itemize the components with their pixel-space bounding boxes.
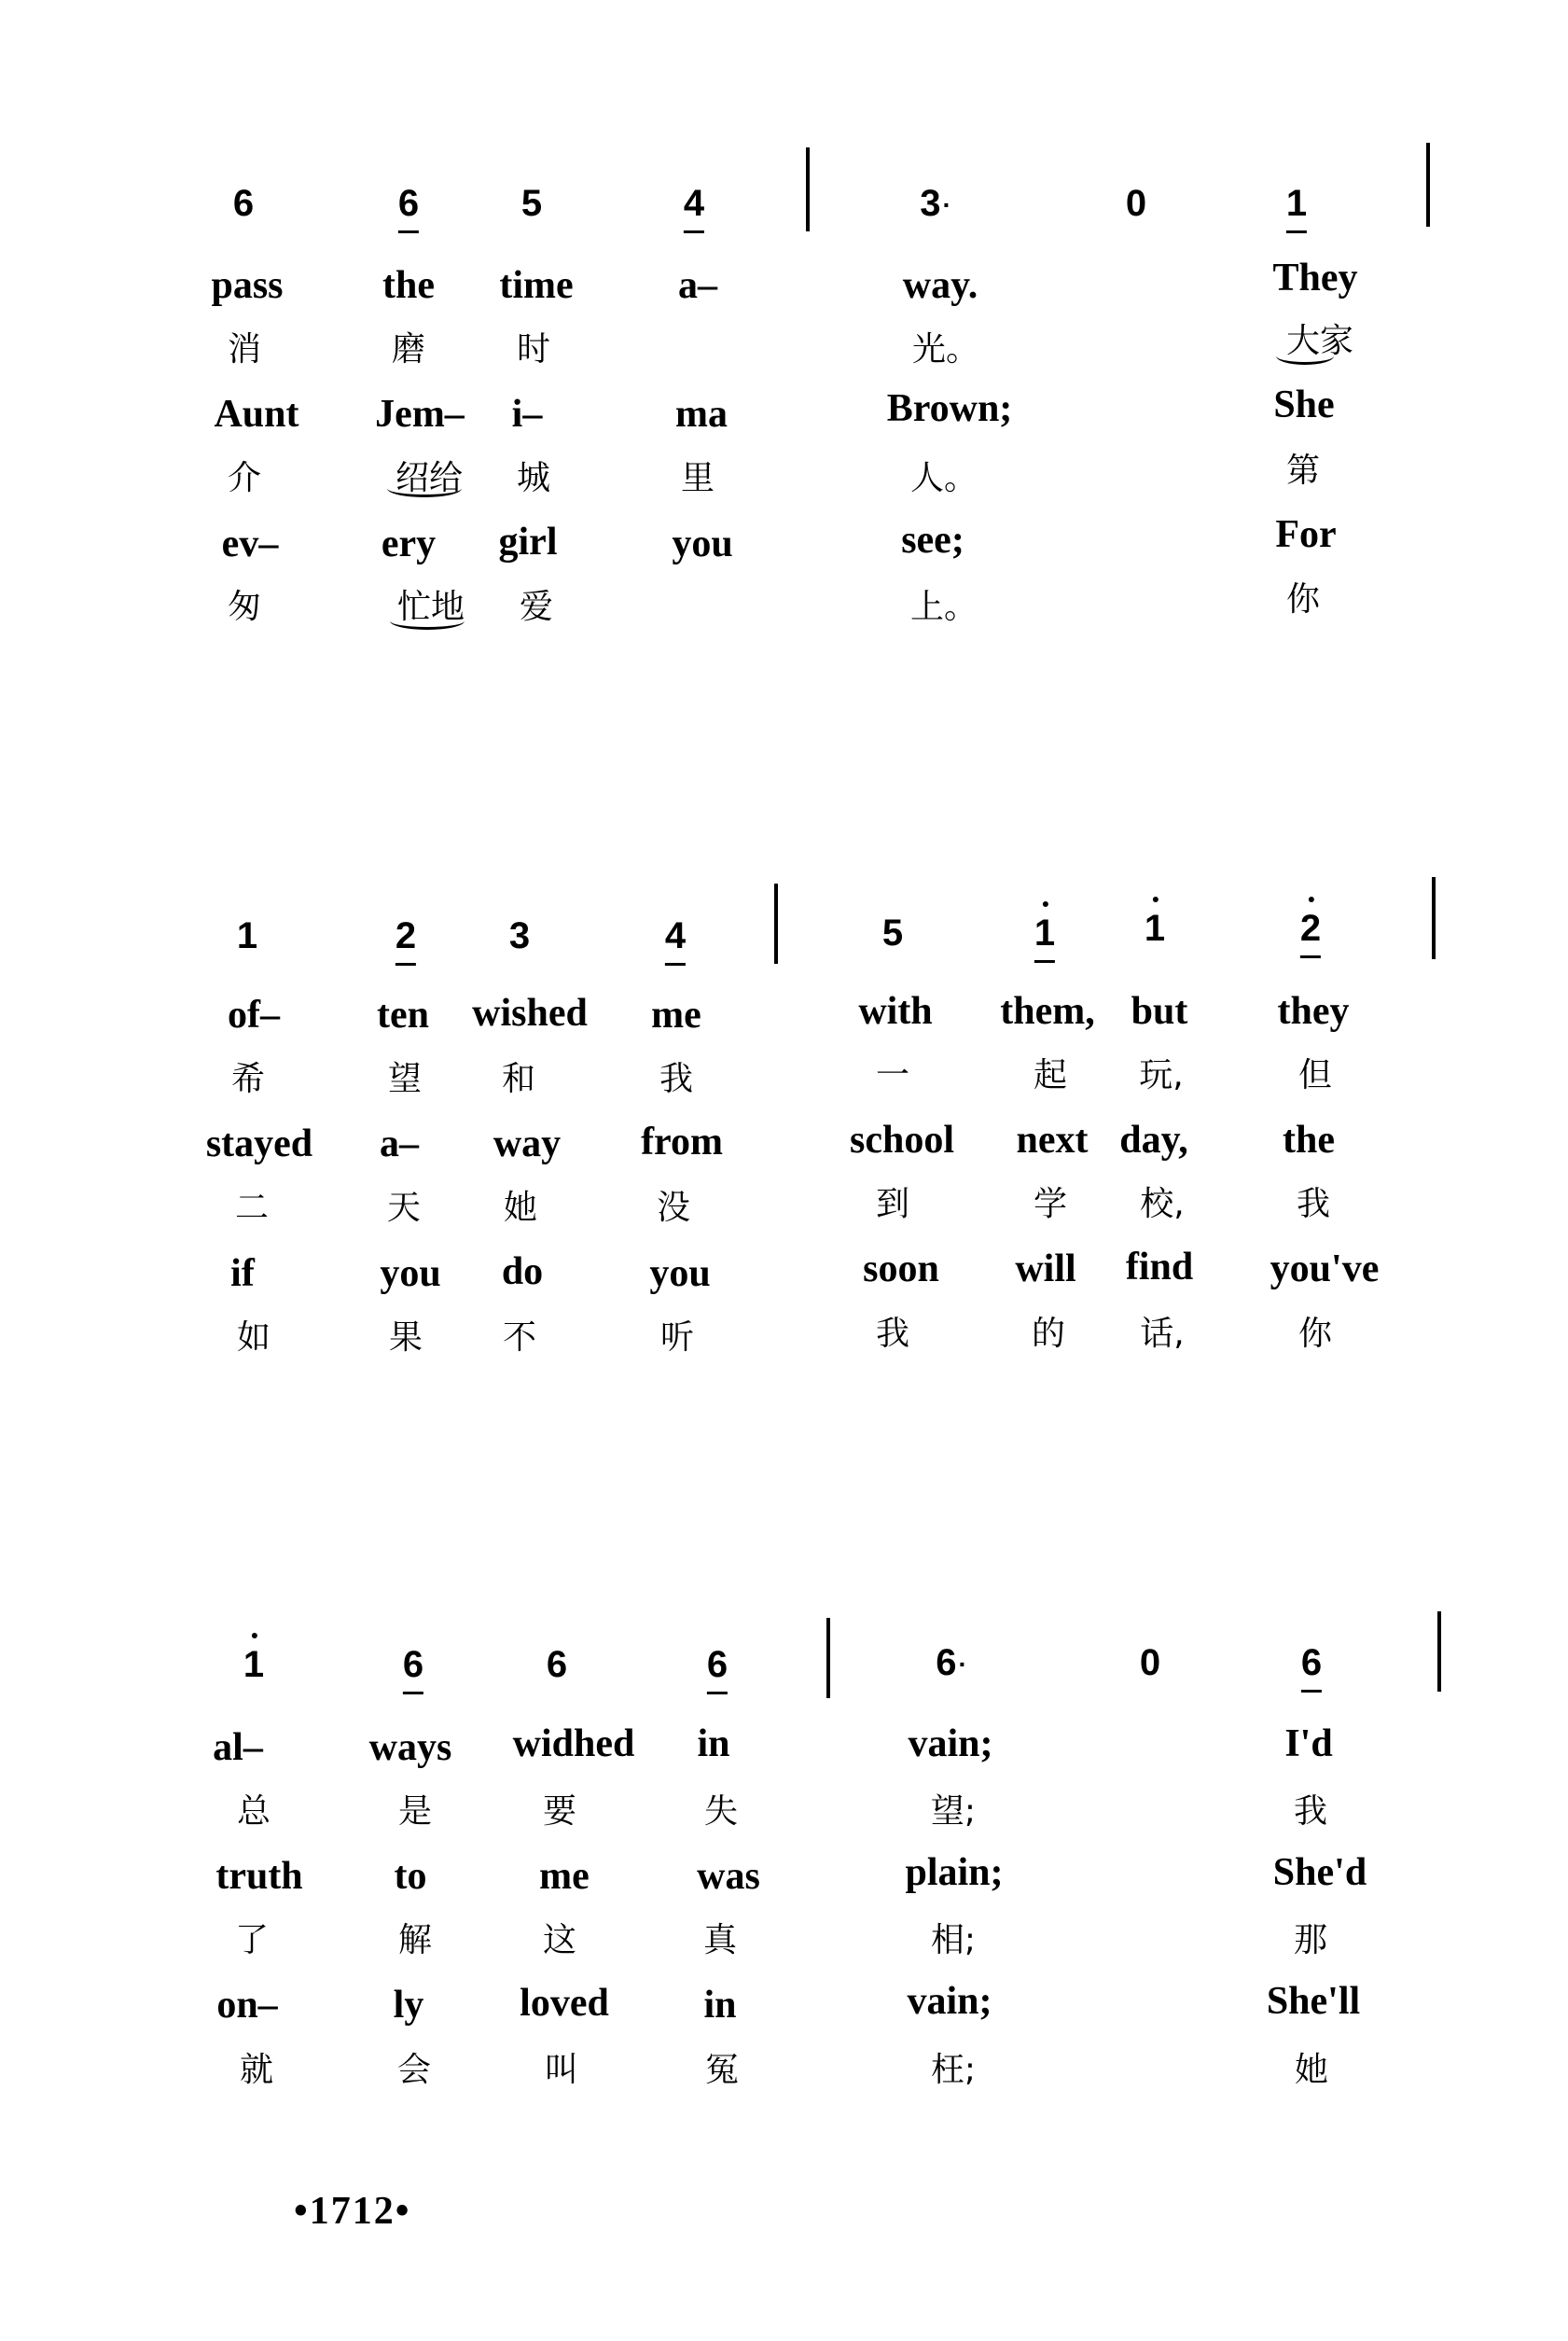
lyric-word: 没: [656, 1189, 691, 1227]
lyric-word: soon: [863, 1247, 939, 1290]
lyric-word: on–: [216, 1984, 278, 2027]
note: 6: [403, 1646, 423, 1683]
lyric-word: Jem–: [375, 393, 465, 436]
lyric-word: 解: [397, 1921, 433, 1959]
lyric-word: 如: [236, 1318, 271, 1357]
lyric-word: 二: [234, 1189, 270, 1227]
slur: [387, 480, 462, 497]
lyric-word: will: [1015, 1247, 1076, 1290]
lyric-word: in: [697, 1722, 730, 1765]
lyric-word: 会: [396, 2051, 432, 2089]
note: 1: [1145, 910, 1165, 947]
page-number: •1712•: [294, 2190, 411, 2233]
lyric-word: 消: [227, 330, 262, 369]
lyric-word: I'd: [1284, 1722, 1333, 1765]
lyric-word: 我: [1296, 1185, 1331, 1223]
note: 6·: [936, 1642, 967, 1683]
lyric-word: 忙地: [396, 588, 465, 626]
lyric-word: 冤: [704, 2051, 740, 2089]
lyric-word: Aunt: [214, 393, 299, 436]
lyric-word: plain;: [905, 1851, 1004, 1894]
lyric-word: 真: [702, 1921, 738, 1959]
lyric-word: you've: [1270, 1247, 1380, 1290]
lyric-word: 望;: [930, 1792, 977, 1831]
lyric-word: al–: [213, 1726, 263, 1769]
lyric-word: 绍给: [395, 459, 464, 497]
lyric-word: from: [641, 1121, 723, 1164]
lyric-word: way.: [902, 264, 978, 307]
lyric-word: 希: [230, 1060, 266, 1098]
note: 1: [236, 915, 258, 956]
barline: [1437, 1611, 1441, 1692]
lyric-word: 你: [1285, 580, 1321, 619]
lyric-word: wished: [472, 992, 588, 1035]
lyric-word: 和: [501, 1060, 536, 1098]
lyric-word: time: [499, 264, 574, 307]
lyric-word: 介: [227, 459, 262, 497]
lyric-word: ev–: [221, 523, 279, 565]
lyric-word: find: [1125, 1246, 1194, 1289]
lyric-word: pass: [211, 264, 284, 307]
lyric-word: 要: [542, 1792, 577, 1831]
lyric-word: ly: [393, 1984, 424, 2027]
lyric-word: truth: [215, 1855, 303, 1898]
lyric-word: a–: [380, 1122, 419, 1165]
lyric-word: 我: [1293, 1792, 1328, 1831]
lyric-word: 我: [875, 1315, 910, 1353]
lyric-word: see;: [901, 519, 964, 562]
lyric-word: in: [703, 1984, 737, 2027]
note: 4: [684, 185, 704, 222]
lyric-word: widhed: [512, 1722, 635, 1765]
lyric-word: 我: [659, 1060, 694, 1098]
lyric-word: ery: [381, 523, 437, 565]
lyric-word: you: [672, 523, 733, 565]
note: 6: [1301, 1644, 1322, 1681]
lyric-word: ten: [377, 994, 429, 1037]
lyric-word: 那: [1293, 1921, 1328, 1959]
lyric-word: 天: [386, 1189, 422, 1227]
barline: [1426, 143, 1430, 227]
lyric-word: 话,: [1140, 1315, 1185, 1353]
note: 1: [1034, 914, 1055, 952]
lyric-word: 光。: [911, 330, 980, 369]
note: 1: [1286, 185, 1307, 222]
lyric-word: to: [394, 1855, 427, 1898]
barline: [774, 884, 778, 964]
lyric-word: stayed: [205, 1122, 313, 1165]
lyric-word: way: [493, 1122, 562, 1165]
lyric-word: 爱: [519, 588, 554, 626]
lyric-word: 失: [703, 1792, 739, 1831]
lyric-word: school: [849, 1119, 955, 1162]
lyric-word: 听: [659, 1318, 695, 1357]
lyric-word: 磨: [391, 330, 426, 369]
lyric-word: 的: [1031, 1315, 1066, 1353]
lyric-word: 匆: [227, 588, 262, 626]
lyric-word: you: [380, 1252, 441, 1295]
lyric-word: of–: [228, 994, 280, 1037]
lyric-word: 人。: [909, 459, 978, 497]
lyric-word: 是: [397, 1792, 433, 1831]
barline: [1432, 877, 1436, 959]
lyric-word: a–: [678, 264, 717, 307]
lyric-word: 但: [1297, 1056, 1333, 1094]
lyric-word: was: [697, 1855, 760, 1898]
lyric-word: 相;: [930, 1921, 977, 1959]
lyric-word: next: [1016, 1119, 1089, 1162]
lyric-word: She: [1273, 383, 1335, 426]
lyric-word: 到: [875, 1185, 910, 1223]
note: 0: [1139, 1642, 1161, 1683]
lyric-word: They: [1272, 257, 1358, 300]
slur: [390, 612, 465, 630]
note: 1: [243, 1646, 264, 1683]
note: 4: [665, 917, 686, 955]
lyric-word: 总: [236, 1792, 271, 1831]
lyric-word: ways: [368, 1726, 452, 1769]
lyric-word: vain;: [908, 1722, 993, 1765]
lyric-word: 一: [875, 1056, 910, 1094]
note: 6: [707, 1646, 728, 1683]
lyric-word: loved: [520, 1982, 609, 2025]
lyric-word: Brown;: [886, 387, 1013, 430]
lyric-word: She'll: [1266, 1980, 1361, 2023]
lyric-word: the: [1283, 1119, 1335, 1162]
lyric-word: 叫: [544, 2051, 579, 2089]
note: 6: [398, 185, 419, 222]
lyric-word: with: [858, 990, 933, 1033]
lyric-word: you: [649, 1252, 711, 1295]
lyric-word: 上。: [909, 588, 978, 626]
lyric-word: 大家: [1285, 322, 1354, 360]
lyric-word: me: [539, 1855, 590, 1898]
note: 3: [508, 915, 531, 956]
barline: [806, 147, 810, 231]
lyric-word: 就: [239, 2051, 274, 2089]
lyric-word: i–: [511, 393, 543, 436]
lyric-word: but: [1131, 990, 1188, 1033]
lyric-word: them,: [1000, 990, 1095, 1033]
lyric-word: 她: [503, 1189, 538, 1227]
lyric-word: vain;: [907, 1980, 992, 2023]
lyric-word: day,: [1119, 1119, 1188, 1162]
lyric-word: ma: [675, 393, 728, 436]
lyric-word: 第: [1285, 452, 1321, 490]
slur: [1276, 347, 1334, 365]
lyric-word: the: [382, 264, 435, 307]
lyric-word: 不: [502, 1318, 537, 1357]
lyric-word: 了: [234, 1921, 270, 1959]
lyric-word: 果: [388, 1318, 423, 1357]
note: 3·: [920, 183, 951, 224]
lyric-word: 枉;: [930, 2051, 977, 2089]
lyric-word: 望: [387, 1060, 423, 1098]
note: 5: [881, 913, 904, 954]
lyric-word: 这: [542, 1921, 577, 1959]
lyric-word: 她: [1294, 2051, 1329, 2089]
note: 2: [1300, 910, 1321, 947]
lyric-word: do: [501, 1250, 544, 1293]
lyric-word: She'd: [1272, 1851, 1367, 1894]
barline: [826, 1618, 830, 1698]
note: 5: [520, 183, 543, 224]
note: 0: [1125, 183, 1147, 224]
lyric-word: if: [230, 1252, 255, 1295]
lyric-word: they: [1277, 990, 1350, 1033]
lyric-word: 校,: [1140, 1185, 1185, 1223]
lyric-word: girl: [498, 521, 558, 564]
note: 2: [395, 917, 416, 955]
lyric-word: 里: [680, 459, 715, 497]
lyric-word: 城: [516, 459, 551, 497]
lyric-word: 起: [1033, 1056, 1068, 1094]
note: 6: [546, 1644, 568, 1685]
lyric-word: me: [651, 994, 701, 1037]
lyric-word: 学: [1033, 1185, 1068, 1223]
lyric-word: 你: [1297, 1315, 1333, 1353]
lyric-word: 时: [516, 330, 551, 369]
lyric-word: 玩,: [1139, 1056, 1184, 1094]
lyric-word: For: [1275, 513, 1337, 556]
note: 6: [232, 183, 255, 224]
